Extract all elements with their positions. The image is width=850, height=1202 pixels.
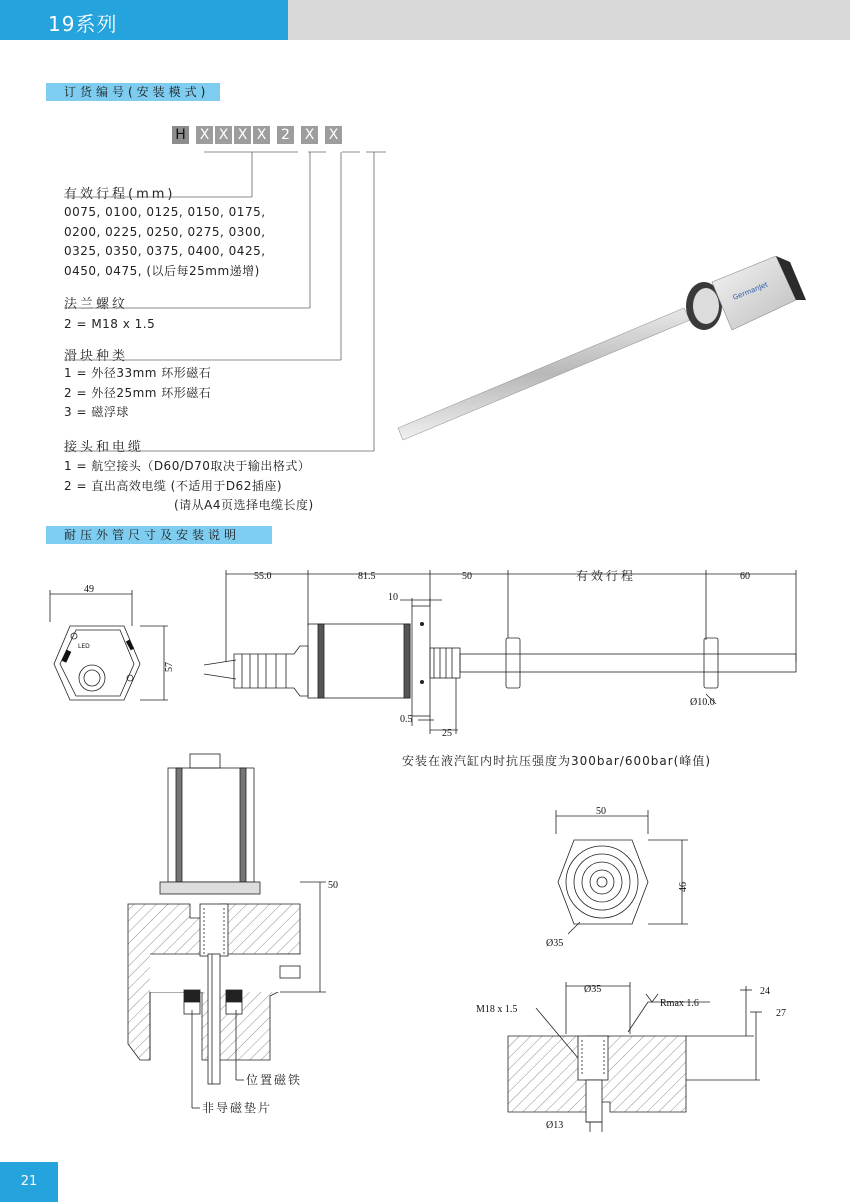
code-char: X — [196, 126, 213, 144]
code-char: X — [215, 126, 232, 144]
nut-height-dim: 46 — [678, 882, 689, 892]
side-view-drawing — [196, 562, 806, 742]
flange-label: 法兰螺纹 — [64, 297, 129, 312]
page-title: 19系列 — [48, 12, 118, 36]
order-section-title: 订货编号(安装模式) — [46, 83, 220, 101]
dim-60: 60 — [740, 571, 750, 582]
install-view-drawing — [120, 748, 360, 1128]
flange-line: 2 = M18 x 1.5 — [64, 317, 156, 331]
dim-81-5: 81.5 — [358, 571, 376, 582]
slider-line: 2 = 外径25mm 环形磁石 — [64, 385, 212, 400]
nut-dia-dim: Ø35 — [546, 938, 564, 949]
dim-rod-dia: Ø10.0 — [690, 697, 715, 708]
sensor-photo — [398, 256, 806, 440]
stroke-line: 0075, 0100, 0125, 0150, 0175, — [64, 205, 266, 219]
port-13-dim: Ø13 — [546, 1120, 564, 1131]
page-number: 21 — [0, 1162, 58, 1202]
code-char: 2 — [277, 126, 294, 144]
port-view-drawing — [470, 972, 800, 1134]
code-char: X — [234, 126, 251, 144]
connector-line: 1 = 航空接头（D60/D70取决于输出格式） — [64, 459, 311, 473]
dim-25: 25 — [442, 728, 452, 739]
nut-width-dim: 50 — [596, 806, 606, 817]
connector-line: 2 = 直出高效电缆 (不适用于D62插座) — [64, 478, 283, 493]
slider-line: 3 = 磁浮球 — [64, 405, 129, 419]
slider-line: 1 = 外径33mm 环形磁石 — [64, 366, 212, 380]
stroke-line: 0450, 0475, (以后每25mm递增) — [64, 263, 260, 278]
install-depth-dim: 50 — [328, 880, 338, 891]
pressure-note: 安装在液汽缸内时抗压强度为300bar/600bar(峰值) — [402, 754, 712, 768]
dim-0-5: 0.5 — [400, 714, 413, 725]
dimension-section-title: 耐压外管尺寸及安装说明 — [46, 526, 272, 544]
port-27-dim: 27 — [776, 1008, 786, 1019]
dim-stroke: 有效行程 — [576, 569, 637, 583]
magnet-label: 位置磁铁 — [246, 1073, 303, 1087]
led-label: LED — [78, 643, 90, 650]
code-char: H — [172, 126, 189, 144]
stroke-line: 0325, 0350, 0375, 0400, 0425, — [64, 244, 266, 258]
dim-10: 10 — [388, 592, 398, 603]
port-thread-dim: M18 x 1.5 — [476, 1004, 518, 1015]
dim-50: 50 — [462, 571, 472, 582]
front-width-dim: 49 — [84, 584, 94, 595]
front-height-dim: 57 — [164, 662, 175, 672]
code-char: X — [325, 126, 342, 144]
front-view-drawing — [44, 582, 184, 712]
nut-view-drawing — [540, 804, 700, 954]
rmax-label: Rmax 1.6 — [660, 998, 699, 1009]
code-char: X — [253, 126, 270, 144]
connector-label: 接头和电缆 — [64, 440, 145, 455]
dim-55: 55.0 — [254, 571, 272, 582]
stroke-label: 有效行程(mm) — [64, 187, 176, 202]
svg-text:GermanJet: GermanJet — [731, 280, 770, 302]
code-char: X — [301, 126, 318, 144]
connector-line: (请从A4页选择电缆长度) — [174, 498, 314, 512]
slider-label: 滑块种类 — [64, 349, 129, 364]
stroke-line: 0200, 0225, 0250, 0275, 0300, — [64, 224, 266, 239]
spacer-label: 非导磁垫片 — [202, 1101, 273, 1115]
port-24-dim: 24 — [760, 986, 770, 997]
port-dia-dim: Ø35 — [584, 984, 602, 995]
